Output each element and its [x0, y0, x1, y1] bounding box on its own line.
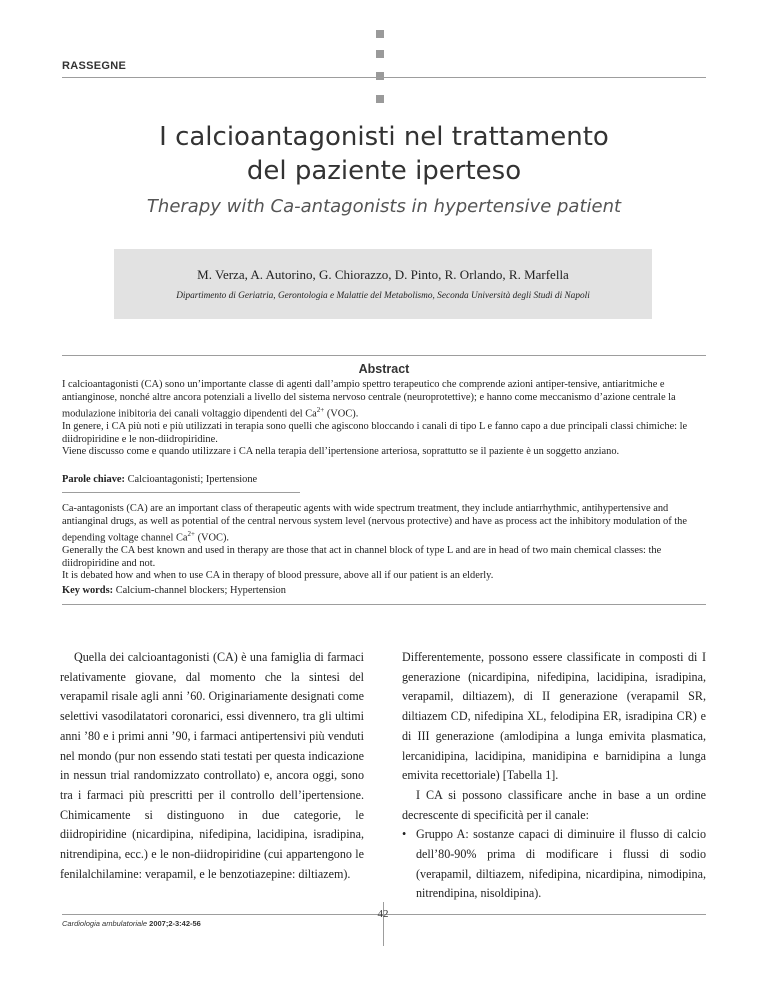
keywords-italian [62, 474, 708, 485]
keywords-english [62, 585, 708, 596]
body-right-column [402, 648, 706, 904]
article-title [60, 120, 708, 188]
abstract-it-p1: I calcioantagonisti (CA) sono un’importante classe di agenti dall’ampio spettro terapeutico che comprende azioni antiper-tensive, antiaritmiche e antianginose, nonché altre ancora potenziali a livello del sistema nervoso centrale (neuroprotettive); e hanno come meccanismo d’azione centrale la modulazione inibitoria dei canali voltaggio dipendenti del $Ca^{2+}$ (VOC). [62, 379, 676, 420]
english-title: Therapy with Ca-antagonists in hypertensive patient [146, 196, 622, 217]
decorative-square-4 [376, 95, 384, 103]
abstract-en-p2: Generally the CA best known and used in therapy are those that act in channel block of type L and are in head of two main chemical classes: the diidropiridine and not. [62, 545, 662, 569]
body-left-paragraph: Quella dei calcioantagonisti (CA) è una famiglia di farmaci relativamente giovane, dal momento che la sintesi del verapamil risale agli anni ’60. Originariamente designati come selettivi vasodilatatori coronarici, essi divennero, tra gli ultimi anni ’80 e i primi anni ’90, i farmaci antipertensivi più venduti nel mondo (pur non essendo stati testati per questa indicazione in nessun trial randomizzato controllato) e, ancora oggi, sono tra i farmaci più prescritti per il controllo dell’ipertensione. Chimicamente si distinguono in due categorie, le diidropiridine (nicardipina, nifedipina, lacidipina, isradipina, nitrendipina, ecc.) e le non-diidropiridine (cui appartengono le fenilalchilamine: verapamil, e le benzotiazepine: diltiazem). [60, 650, 364, 881]
keywords-it-values: Calcioantagonisti; Ipertensione [127, 474, 258, 485]
body-right-paragraph-1: Differentemente, possono essere classificate in composti di I generazione (nicardipina, nifedipina, lacidipina, isradipina, verapamil, diltiazem), di II generazione (verapamil SR, diltiazem CD, nifedipina XL, felodipina ER, isradipina CR) e di III generazione (amlodipina a lunga emivita plasmatica, lercanidipina, lacidipina, manidipina e barnidipina a lunga emivita recettoriale) [Tabella 1]. [402, 650, 706, 783]
abstract-it-p2: In genere, i CA più noti e più utilizzati in terapia sono quelli che agiscono bloccando i canali di tipo L e fanno capo a due principali classi chimiche: le diidropiridine e le non-diidropiridine. [62, 421, 688, 445]
abstract-en-p1: Ca-antagonists (CA) are an important class of therapeutic agents with wide spectrum treatment, they include antiarrhythmic, antihypertensive and antianginal drugs, as well as potential of the central nervous system level (nervous protective) and have as process act the inhibitory modulation of the depending voltage channel $Ca^{2+}$ (VOC). [62, 503, 687, 544]
journal-citation [62, 919, 201, 928]
abstract-top-rule [62, 355, 706, 356]
bullet-text: Gruppo A: sostanze capaci di diminuire il flusso di calcio dell’80-90% prima di modificare i flussi di sodio (verapamil, diltiazem, nifedipina, nicardipina, nimodipina, nitrendipina, nisoldipina). [416, 827, 706, 901]
abstract-en-p3: It is debated how and when to use CA in therapy of blood pressure, above all if our patient is an elderly. [62, 570, 494, 582]
keywords-en-label: Key words: [62, 585, 114, 596]
keywords-divider [62, 492, 300, 493]
author-box [114, 249, 652, 319]
abstract-english [62, 503, 708, 583]
keywords-it-label: Parole chiave: [62, 474, 125, 485]
body-right-paragraph-2: I CA si possono classificare anche in base a un ordine decrescente di specificità per il canale: [402, 787, 706, 822]
page-number: 42 [377, 908, 389, 920]
journal-name: Cardiologia ambulatoriale [62, 919, 148, 928]
decorative-square-2 [376, 50, 384, 58]
journal-volume: 2007;2-3:42-56 [149, 919, 201, 928]
abstract-it-p3: Viene discusso come e quando utilizzare i CA nella terapia dell’ipertensione arteriosa, soprattutto se il paziente è un soggetto anziano. [62, 446, 620, 458]
keywords-en-values: Calcium-channel blockers; Hypertension [115, 585, 286, 596]
author-affiliation: Dipartimento di Geriatria, Gerontologia e Malattie del Metabolismo, Seconda Università degli Studi di Napoli [176, 291, 590, 301]
decorative-square-3 [376, 72, 384, 80]
bullet-mark: • [402, 827, 407, 842]
body-left-column [60, 648, 364, 884]
author-names: M. Verza, A. Autorino, G. Chiorazzo, D. Pinto, R. Orlando, R. Marfella [197, 267, 569, 282]
decorative-square-1 [376, 30, 384, 38]
header-rule [62, 77, 706, 78]
abstract-italian [62, 379, 708, 459]
title-line-2: del paziente iperteso [246, 156, 522, 186]
bullet-item [402, 825, 706, 904]
abstract-bottom-rule [62, 604, 706, 605]
title-line-1: I calcioantagonisti nel trattamento [159, 122, 609, 152]
abstract-heading: Abstract [358, 362, 410, 376]
section-label: RASSEGNE [62, 60, 127, 72]
